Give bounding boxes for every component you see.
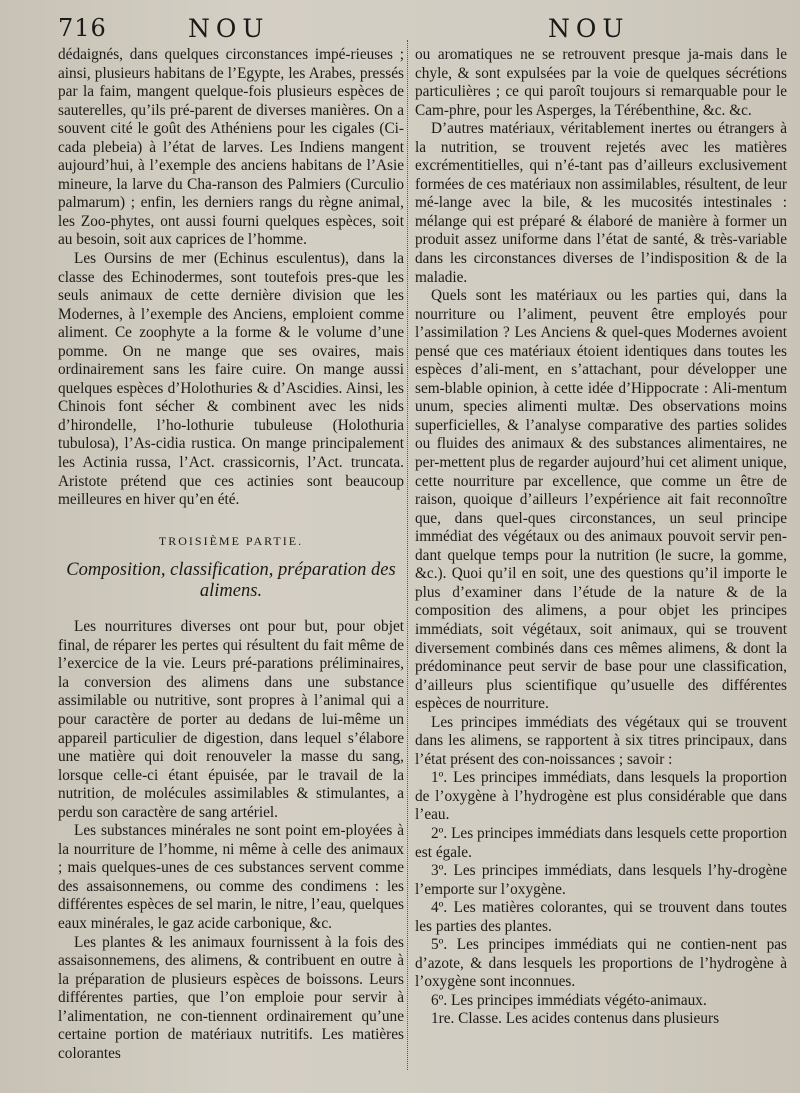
list-item: 4º. Les matières colorantes, qui se trouvent dans toutes les parties des plantes. <box>415 899 787 935</box>
paragraph: Les nourritures diverses ont pour but, pour objet final, de réparer les pertes qui résultent du fait même de l’exercice de la vie. Leurs pré-parations préliminaires, la conversion des alimens dans une substance assimilable ou nutritive, sont propres à l’animal qui a pour caractère de porter au dedans de lui-même un appareil particulier de digestion, dans lequel s’élabore une matière qui doit renouveler la masse du sang, lorsque celle-ci étant épuisée, par le travail de la nutrition, de molécules assimilables & stimulantes, a perdu son caractère de sang artériel. <box>58 618 404 821</box>
column-divider <box>407 40 408 1070</box>
paragraph: dédaignés, dans quelques circonstances impé-rieuses ; ainsi, plusieurs habitans de l’Egypte, les Arabes, pressés par la faim, mangent quelque-fois plusieurs espèces de sauterelles, qu’ils pré-parent de diverses manières. On a souvent cité le goût des Athéniens pour les cigales (Ci-cada plebeia) à l’état de larves. Les Indiens mangent aujourd’hui, à l’exemple des anciens habitans de l’Asie mineure, la larve du Cha-ranson des Palmiers (Curculio palmarum) ; enfin, les derniers rangs du règne animal, les Zoo-phytes, ont aussi fourni quelques espèces, soit au besoin, soit aux caprices de l’homme. <box>58 46 404 249</box>
paragraph: ou aromatiques ne se retrouvent presque ja-mais dans le chyle, & sont expulsées par la voie de quelques sécrétions particulières ; ce qui paroît toujours si remarquable pour le Cam-phre, pour les Asperges, la Térébenthine, &c. &c. <box>415 46 787 119</box>
paragraph: Les principes immédiats des végétaux qui se trouvent dans les alimens, se rapportent à six titres principaux, dans l’état présent des con-noissances ; savoir : <box>415 713 787 768</box>
running-head-left: NOU <box>188 14 270 43</box>
running-head-right: NOU <box>548 14 630 43</box>
page-header <box>0 12 800 46</box>
paragraph: Les Oursins de mer (Echinus esculentus), dans la classe des Echinodermes, sont toutefois pres-que les seuls animaux de cette dernière division que les Modernes, à l’exemple des Anciens, emploient comme aliment. Ce zoophyte a la forme & le volume d’une pomme. On ne mange que ses ovaires, mais ordinairement sans les faire cuire. On mange aussi quelques espèces d’Holothuries & d’Ascidies. Ainsi, les Chinois font sécher & combinent avec les nids d’hirondelle, l’ho-lothurie tubuleuse (Holothuria tubulosa), l’As-cidia rustica. On mange principalement les Actinia russa, l’Act. crassicornis, l’Act. truncata. Aristote prétend que ces actinies sont beaucoup meilleures en hiver qu’en été. <box>58 250 404 509</box>
list-item: 6º. Les principes immédiats végéto-animaux. <box>431 991 707 1009</box>
left-column <box>58 46 404 1063</box>
list-item: 3º. Les principes immédiats, dans lesquels l’hy-drogène l’emporte sur l’oxygène. <box>415 862 787 898</box>
paragraph: Les plantes & les animaux fournissent à la fois des assaisonnemens, des alimens, & contribuent en outre à la préparation de plusieurs espèces de boissons. Leurs différentes parties, que l’on emploie pour servir à l’alimentation, ne con-tiennent ordinairement qu’une certaine portion de matériaux nutritifs. Les matières colorantes <box>58 933 404 1062</box>
paragraph: Quels sont les matériaux ou les parties qui, dans la nourriture ou l’aliment, peuvent être employés pour l’assimilation ? Les Anciens & quel-ques Modernes avoient pensé que ces matériaux étoient identiques dans toutes les espèces d’ali-ment, en s’attachant, pour développer une sem-blable opinion, à cette idée d’Hippocrate : Ali-mentum unum, species alimenti multæ. Des observations moins superficielles, & l’analyse comparative des parties solides ou fluides des animaux & des substances alimentaires, ne per-mettent plus de regarder aujourd’hui cet aliment unique, cette nourriture par excellence, que comme un être de raison, quoique d’ailleurs l’expérience ait fait reconnoître que, dans quel-ques circonstances, un seul principe immédiat des végétaux ou des animaux pouvoit servir pen-dant quelque temps pour la nutrition (le sucre, la gomme, &c.). Quoi qu’il en soit, une des questions qu’il importe le plus d’examiner dans l’étude de la nature & de la composition des alimens, a pour objet les principes immédiats, soit végétaux, soit animaux, qui se trouvent diversement combinés dans ces mêmes alimens, & dont la prédominance peut servir de base pour une classification, d’ailleurs plus scientifique qu’usuelle des différentes espèces de nourriture. <box>415 287 787 713</box>
section-subtitle: Composition, classification, préparation des alimens. <box>66 560 396 602</box>
right-column <box>415 46 787 1029</box>
list-item: 1º. Les principes immédiats, dans lesquels la proportion de l’oxygène à l’hydrogène est plus considérable que dans l’eau. <box>415 769 787 824</box>
section-title: TROISIÈME PARTIE. <box>158 533 304 548</box>
paragraph: D’autres matériaux, véritablement inertes ou étrangers à la nutrition, se trouvent rejetés avec les matières excrémentitielles, qui n’é-tant pas d’ailleurs exclusivement formées de ces matériaux non assimilables, résultent, de leur mé-lange avec la bile, & les mucosités intestinales : mélange qui est préparé & élaboré de manière à former un produit assez uniforme dans l’état de santé, & très-variable dans les circonstances diverses de l’indisposition & de la maladie. <box>415 120 787 286</box>
list-item: 1re. Classe. Les acides contenus dans plusieurs <box>431 1010 720 1028</box>
page-number: 716 <box>58 14 107 42</box>
list-item: 5º. Les principes immédiats qui ne contien-nent pas d’azote, & dans lesquels les proportions de l’hydrogène à l’oxygène sont inconnues. <box>415 936 787 991</box>
list-item: 2º. Les principes immédiats dans lesquels cette proportion est égale. <box>415 824 787 861</box>
paragraph: Les substances minérales ne sont point em-ployées à la nourriture de l’homme, ni même à celle des animaux ; mais quelques-unes de ces substances servent comme des assaisonnemens, ou comme des condimens : les différentes espèces de sel marin, le nitre, l’eau, quelques eaux minérales, le gaz acide carbonique, &c. <box>58 822 404 932</box>
